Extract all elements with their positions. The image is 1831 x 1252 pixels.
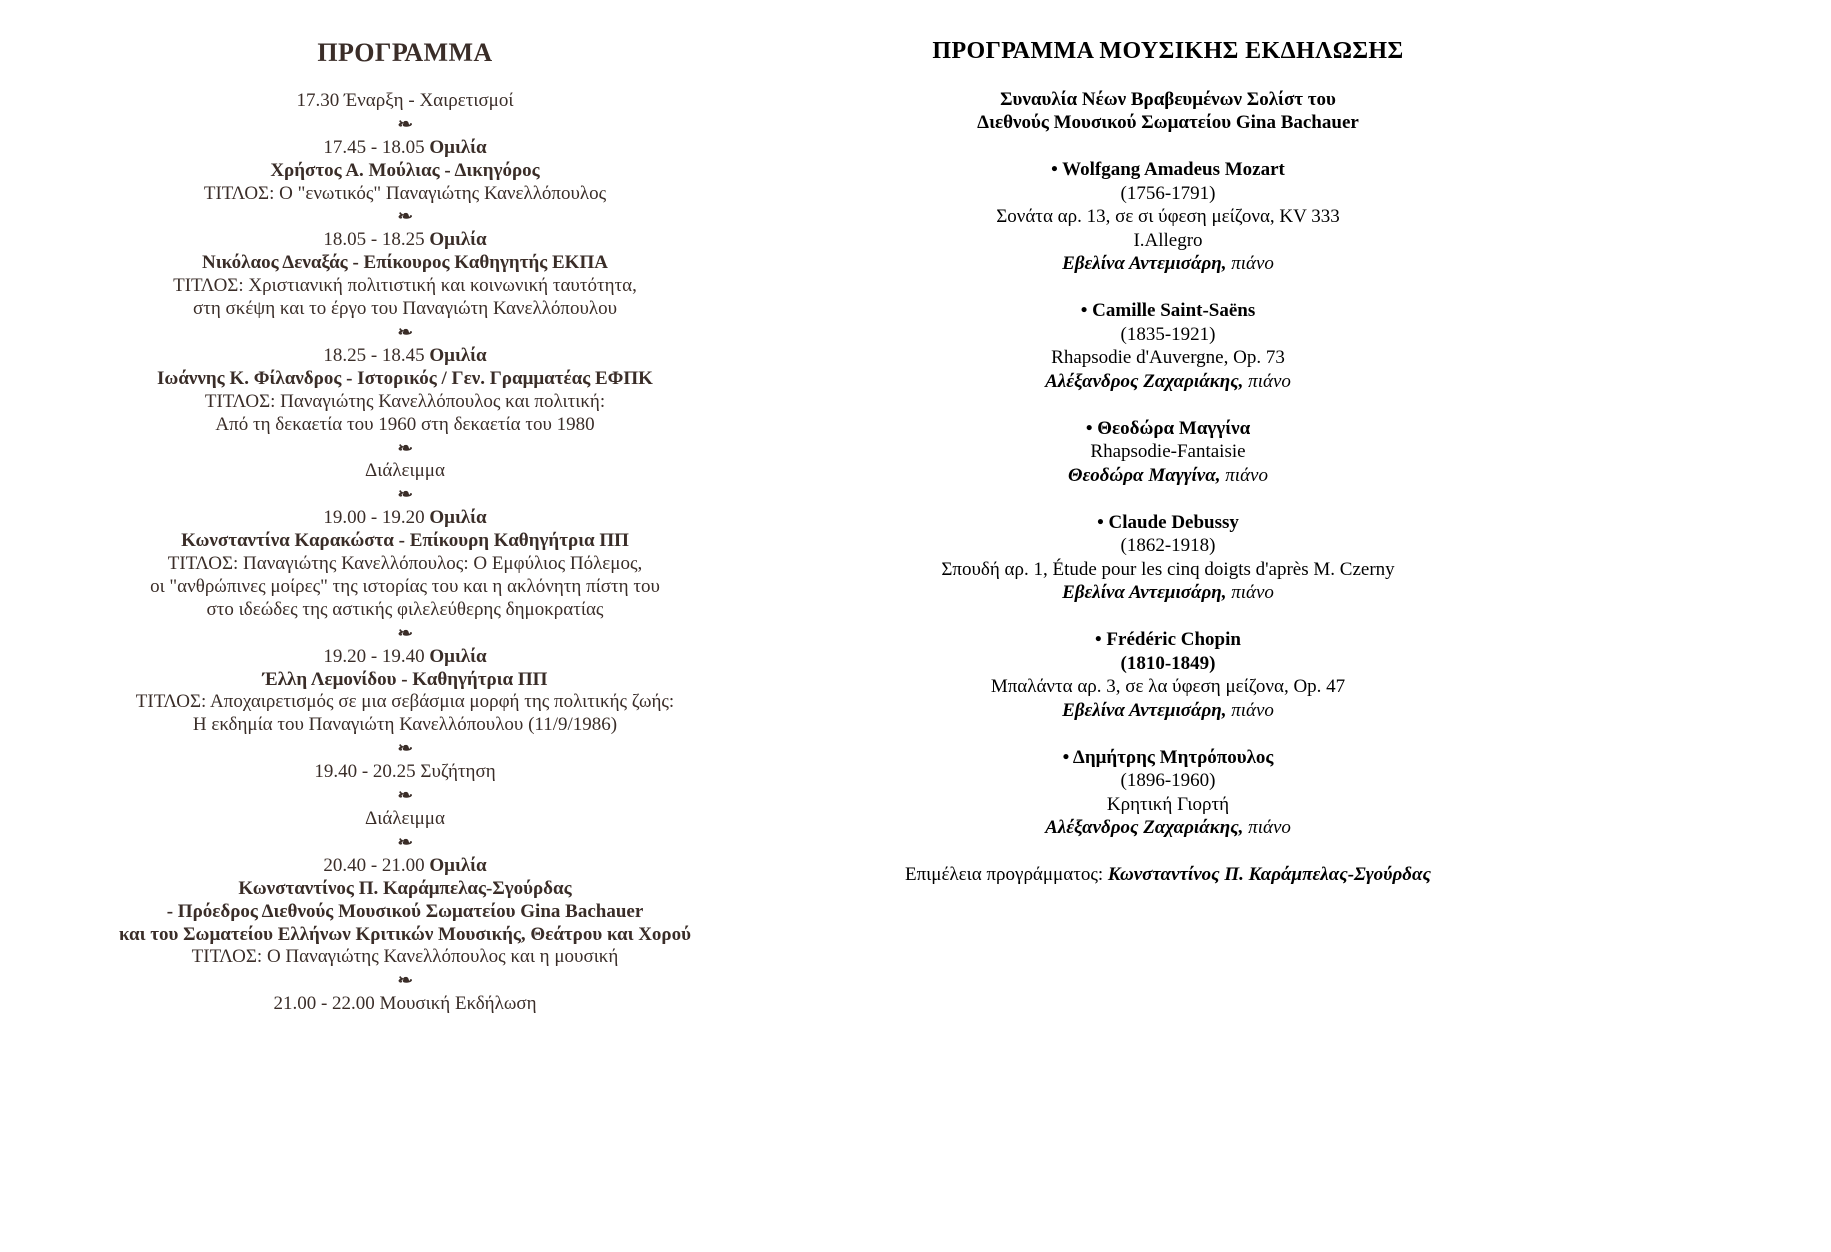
program-line — [55, 183, 755, 206]
music-program-subtitle — [868, 88, 1468, 135]
text-run: Ομιλία — [429, 136, 487, 158]
text-run: Διάλειμμα — [365, 460, 445, 482]
program-line — [868, 558, 1468, 582]
program-line — [55, 878, 755, 901]
program-line — [55, 460, 755, 483]
ornament-line — [55, 831, 755, 855]
text-run: 21.00 - 22.00 Μουσική Εκδήλωση — [273, 993, 537, 1015]
text-run: Σπουδή αρ. 1, Étude pour les cinq doigts d'après M. Czerny — [941, 558, 1395, 580]
floral-heart-ornament-icon: ❧ — [397, 834, 413, 851]
floral-heart-ornament-icon: ❧ — [397, 788, 413, 805]
floral-heart-ornament-icon: ❧ — [397, 973, 413, 990]
ornament-line — [55, 622, 755, 646]
program-line — [868, 793, 1468, 817]
program-line — [55, 808, 755, 831]
program-line — [868, 252, 1468, 276]
text-run: Ομιλία — [429, 645, 487, 667]
text-run: ΤΙΤΛΟΣ: Παναγιώτης Κανελλόπουλος: Ο Εμφύλιος Πόλεμος, — [167, 553, 643, 575]
text-run: (1862-1918) — [1120, 535, 1216, 556]
text-run: (1810-1849) — [1120, 652, 1216, 674]
text-run: Ομιλία — [429, 229, 487, 251]
program-line — [55, 345, 755, 368]
program-line — [868, 628, 1468, 652]
ornament-line — [55, 483, 755, 507]
ornament-line — [55, 737, 755, 761]
floral-heart-ornament-icon: ❧ — [397, 487, 413, 504]
text-run: • Frédéric Chopin — [1095, 629, 1241, 650]
floral-heart-ornament-icon: ❧ — [397, 741, 413, 758]
program-line — [868, 511, 1468, 535]
composer-group — [868, 299, 1468, 393]
text-run: ΤΙΤΛΟΣ: Αποχαιρετισμός σε μια σεβάσμια μορφή της πολιτικής ζωής: — [135, 691, 675, 713]
program-line — [868, 534, 1468, 558]
program-line — [868, 346, 1468, 370]
text-run: • Δημήτρης Μητρόπουλος — [1062, 746, 1274, 768]
text-run: Ομιλία — [429, 344, 487, 366]
text-run: πιάνο — [1226, 699, 1274, 721]
text-run: στη σκέψη και το έργο του Παναγιώτη Κανελλόπουλου — [192, 298, 618, 320]
text-run: 19.20 - 19.40 — [323, 645, 430, 667]
text-run: Νικόλαος Δεναξάς - Επίκουρος Καθηγητής ΕΚΠΑ — [202, 252, 608, 274]
text-run: • Claude Debussy — [1097, 511, 1239, 533]
ornament-line — [55, 113, 755, 137]
text-run: Αλέξανδρος Ζαχαριάκης, — [1045, 817, 1244, 838]
program-line — [55, 946, 755, 969]
floral-heart-ornament-icon: ❧ — [397, 324, 413, 341]
text-run: ΤΙΤΛΟΣ: Ο Παναγιώτης Κανελλόπουλος και η μουσική — [191, 946, 619, 968]
program-line — [868, 816, 1468, 840]
program-line — [868, 417, 1468, 441]
program-line — [55, 761, 755, 784]
text-run: 19.00 - 19.20 — [323, 507, 430, 529]
program-line — [55, 368, 755, 391]
floral-heart-ornament-icon: ❧ — [397, 209, 413, 226]
program-line — [55, 298, 755, 321]
floral-heart-ornament-icon: ❧ — [397, 625, 413, 642]
text-run: Εβελίνα Αντεμισάρη, — [1062, 699, 1227, 721]
program-line — [868, 229, 1468, 253]
program-line — [868, 299, 1468, 323]
schedule-lines — [55, 90, 755, 1016]
text-run: Rhapsodie d'Auvergne, Op. 73 — [1051, 347, 1285, 368]
composer-group — [868, 628, 1468, 722]
text-run: Μπαλάντα αρ. 3, σε λα ύφεση μείζονα, Op. 47 — [990, 676, 1346, 697]
program-line — [55, 924, 755, 947]
music-program-groups — [868, 158, 1468, 840]
text-run: • Θεοδώρα Μαγγίνα — [1085, 417, 1251, 439]
text-run: (1835-1921) — [1120, 323, 1216, 345]
program-line — [55, 855, 755, 878]
composer-group — [868, 158, 1468, 276]
program-line — [55, 391, 755, 414]
text-run: Έλλη Λεμονίδου - Καθηγήτρια ΠΠ — [262, 668, 548, 690]
text-run: (1896-1960) — [1120, 770, 1216, 791]
text-run: I.Allegro — [1133, 229, 1203, 251]
program-credit — [868, 863, 1468, 887]
program-line — [868, 746, 1468, 770]
program-line — [868, 370, 1468, 394]
text-run: Ομιλία — [429, 507, 487, 529]
program-line — [55, 669, 755, 692]
program-line — [55, 553, 755, 576]
program-line — [55, 599, 755, 622]
text-run: 19.40 - 20.25 Συζήτηση — [314, 761, 496, 783]
text-run: Σονάτα αρ. 13, σε σι ύφεση μείζονα, KV 333 — [996, 206, 1340, 227]
text-run: 17.45 - 18.05 — [323, 136, 430, 158]
program-line — [55, 714, 755, 737]
text-run: Από τη δεκαετία του 1960 στη δεκαετία του 1980 — [215, 413, 595, 435]
program-line — [55, 507, 755, 530]
text-run: πιάνο — [1243, 817, 1291, 838]
program-line — [55, 691, 755, 714]
text-run: ΤΙΤΛΟΣ: Ο "ενωτικός" Παναγιώτης Κανελλόπουλος — [203, 182, 607, 204]
program-line — [55, 530, 755, 553]
program-line — [55, 901, 755, 924]
floral-heart-ornament-icon: ❧ — [397, 116, 413, 133]
text-run: Διάλειμμα — [365, 808, 445, 829]
text-run: Αλέξανδρος Ζαχαριάκης, — [1045, 370, 1244, 392]
composer-group — [868, 746, 1468, 840]
program-line — [55, 229, 755, 252]
program-line — [55, 252, 755, 275]
text-run: 17.30 Έναρξη - Χαιρετισμοί — [296, 89, 514, 111]
subtitle-line: Διεθνούς Μουσικού Σωματείου Gina Bachauer — [977, 112, 1359, 133]
program-line — [55, 993, 755, 1016]
music-program-title: ΠΡΟΓΡΑΜΜΑ ΜΟΥΣΙΚΗΣ ΕΚΔΗΛΩΣΗΣ — [932, 38, 1404, 64]
text-run: Χρήστος Α. Μούλιας - Δικηγόρος — [270, 159, 540, 181]
text-run: πιάνο — [1226, 582, 1274, 603]
text-run: Κωνσταντίνος Π. Καράμπελας-Σγούρδας — [238, 877, 572, 899]
ornament-line — [55, 321, 755, 345]
text-run: 20.40 - 21.00 — [323, 854, 430, 876]
composer-group — [868, 511, 1468, 605]
text-run: 18.05 - 18.25 — [323, 229, 430, 251]
program-line — [55, 576, 755, 599]
text-run: πιάνο — [1226, 253, 1274, 274]
text-run: • Wolfgang Amadeus Mozart — [1051, 159, 1285, 180]
music-program-column — [868, 40, 1468, 887]
program-line — [868, 769, 1468, 793]
program-line — [55, 275, 755, 298]
text-run: και του Σωματείου Ελλήνων Κριτικών Μουσικής, Θεάτρου και Χορού — [119, 923, 691, 945]
ornament-line — [55, 437, 755, 461]
program-line — [868, 158, 1468, 182]
text-run: οι "ανθρώπινες μοίρες" της ιστορίας του και η ακλόνητη πίστη του — [150, 575, 660, 597]
program-line — [868, 182, 1468, 206]
text-run: ΤΙΤΛΟΣ: Χριστιανική πολιτιστική και κοινωνική ταυτότητα, — [173, 275, 637, 297]
program-line — [55, 137, 755, 160]
subtitle-line: Συναυλία Νέων Βραβευμένων Σολίστ του — [1000, 88, 1336, 110]
text-run: Κωνσταντίνος Π. Καράμπελας-Σγούρδας — [1107, 864, 1431, 885]
text-run: Κρητική Γιορτή — [1106, 793, 1230, 815]
text-run: ΤΙΤΛΟΣ: Παναγιώτης Κανελλόπουλος και πολιτική: — [204, 390, 606, 412]
text-run: • Camille Saint-Saëns — [1080, 300, 1256, 321]
text-run: Θεοδώρα Μαγγίνα, — [1068, 464, 1221, 486]
text-run: Η εκδημία του Παναγιώτη Κανελλόπουλου (11/9/1986) — [192, 714, 618, 736]
ornament-line — [55, 784, 755, 808]
text-run: (1756-1791) — [1120, 182, 1216, 204]
text-run: Κωνσταντίνα Καρακώστα - Επίκουρη Καθηγήτρια ΠΠ — [181, 530, 629, 552]
program-line — [55, 646, 755, 669]
composer-group — [868, 417, 1468, 488]
program-line — [868, 323, 1468, 347]
text-run: Ιωάννης Κ. Φίλανδρος - Ιστορικός / Γεν. Γραμματέας ΕΦΠΚ — [157, 367, 653, 389]
schedule-title: ΠΡΟΓΡΑΜΜΑ — [317, 38, 493, 67]
program-line — [868, 675, 1468, 699]
text-run: πιάνο — [1220, 464, 1268, 486]
text-run: στο ιδεώδες της αστικής φιλελεύθερης δημοκρατίας — [206, 598, 604, 620]
program-line — [868, 581, 1468, 605]
ornament-line — [55, 969, 755, 993]
program-line — [868, 652, 1468, 676]
program-line — [55, 160, 755, 183]
text-run: Rhapsodie-Fantaisie — [1090, 441, 1246, 462]
ornament-line — [55, 205, 755, 229]
program-line — [55, 414, 755, 437]
text-run: πιάνο — [1243, 370, 1291, 392]
program-line — [868, 464, 1468, 488]
program-line — [868, 440, 1468, 464]
text-run: Εβελίνα Αντεμισάρη, — [1062, 582, 1227, 603]
program-line — [868, 205, 1468, 229]
program-line — [55, 90, 755, 113]
text-run: 18.25 - 18.45 — [323, 344, 430, 366]
text-run: - Πρόεδρος Διεθνούς Μουσικού Σωματείου Gina Bachauer — [166, 900, 644, 922]
text-run: Εβελίνα Αντεμισάρη, — [1062, 253, 1227, 274]
floral-heart-ornament-icon: ❧ — [397, 440, 413, 457]
schedule-column — [55, 38, 755, 1016]
program-line — [868, 699, 1468, 723]
text-run: Επιμέλεια προγράμματος: — [904, 864, 1108, 885]
text-run: Ομιλία — [429, 854, 487, 876]
